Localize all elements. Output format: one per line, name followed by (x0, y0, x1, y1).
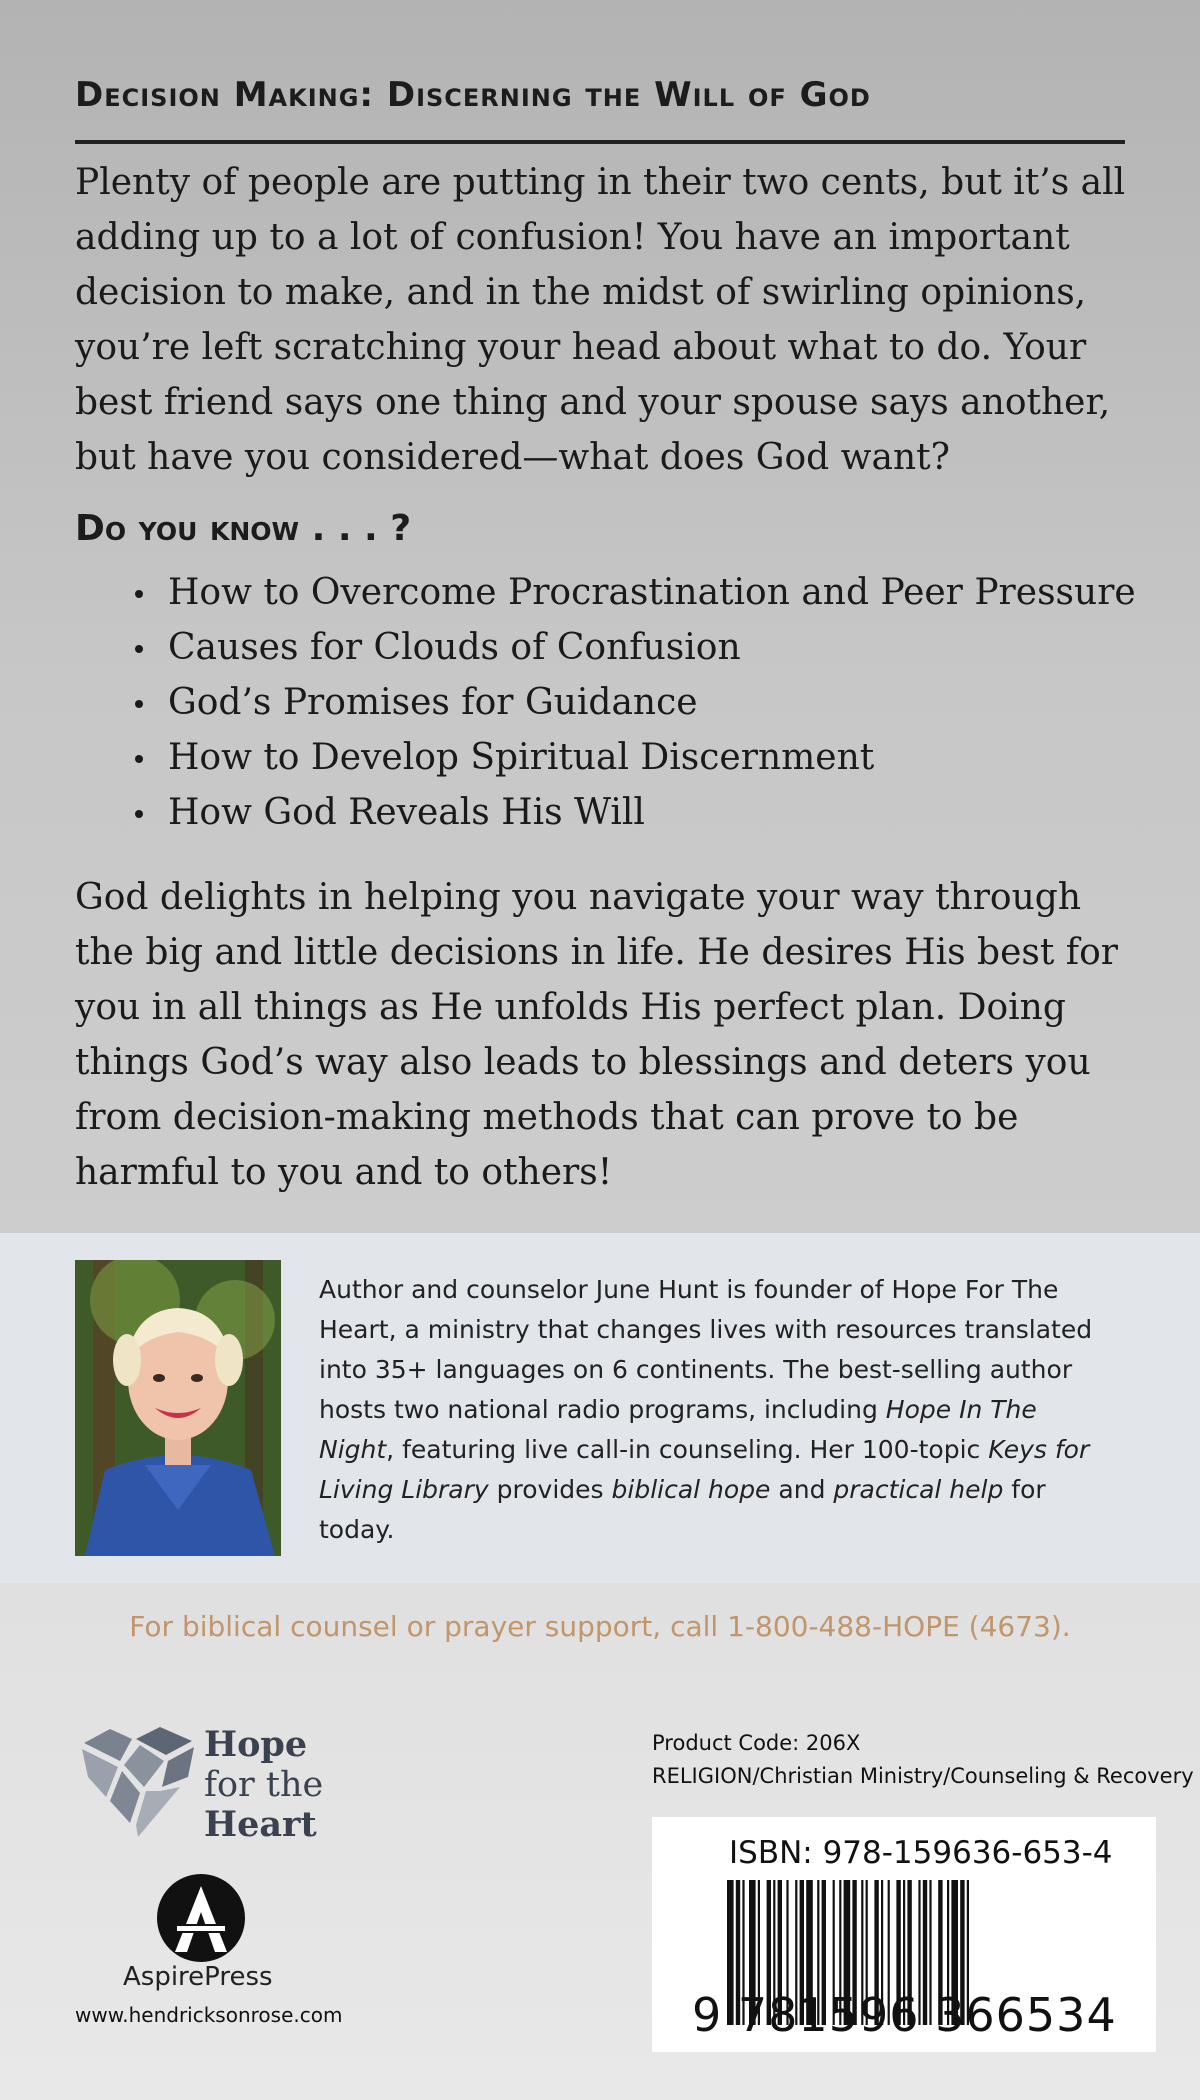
topic-label: How God Reveals His Will (168, 792, 645, 833)
bullet-icon (135, 810, 143, 818)
product-meta (652, 1727, 1194, 1793)
bio-emphasis: biblical hope (611, 1475, 771, 1504)
author-portrait-image (75, 1260, 281, 1556)
aspire-press-logo-icon (155, 1872, 247, 1964)
bullet-icon (135, 700, 143, 708)
product-category: RELIGION/Christian Ministry/Counseling & Recovery (652, 1764, 1194, 1788)
closing-paragraph: God delights in helping you navigate your way through the big and little decisions in life. He desires His best for you in all things as He unfolds His perfect plan. Doing things God’s way also leads to blessings and deters you from decision-making methods that can prove to be harmful to you and to others! (75, 877, 1118, 1193)
hope-for-the-heart-wordmark (204, 1725, 323, 1845)
topic-label: Causes for Clouds of Confusion (168, 627, 741, 668)
bio-title-radio: Hope In The Night (319, 1395, 1037, 1464)
topic-label: How to Develop Spiritual Discernment (168, 737, 875, 778)
hope-heart-logo-icon (80, 1725, 198, 1840)
bio-text: , featuring live call-in counseling. Her 100-topic (386, 1435, 989, 1464)
topics-list (90, 565, 1136, 840)
wordmark-line: Hope (204, 1724, 308, 1765)
list-item (90, 675, 1136, 730)
phone-callout: For biblical counsel or prayer support, call 1-800-488-HOPE (4673). (129, 1610, 1071, 1643)
title-divider (75, 140, 1125, 144)
wordmark-line: for the (204, 1765, 324, 1805)
topic-label: God’s Promises for Guidance (168, 682, 698, 723)
list-item (90, 785, 1136, 840)
bullet-icon (135, 590, 143, 598)
bio-text: Author and counselor June Hunt is founder of Hope For The Heart, a ministry that changes lives with resources translated into 35+ languages on 6 continents. The best-selling author hosts two national radio programs, including (319, 1275, 1093, 1424)
publisher-name: AspirePress (123, 1962, 273, 1992)
bio-text: and (770, 1475, 834, 1504)
author-photo (75, 1260, 281, 1556)
bio-text: for today. (319, 1475, 1046, 1544)
list-item (90, 730, 1136, 785)
topic-label: How to Overcome Procrastination and Peer Pressure (168, 572, 1136, 613)
list-item (90, 620, 1136, 675)
product-code: Product Code: 206X (652, 1731, 861, 1755)
intro-paragraph: Plenty of people are putting in their two cents, but it’s all adding up to a lot of confusion! You have an important decision to make, and in the midst of swirling opinions, you’re left scratching your head about what to do. Your best friend says one thing and your spouse says another, but have you considered—what does God want? (75, 162, 1126, 478)
bio-text: provides (488, 1475, 612, 1504)
bio-title-library: Keys for Living Library (319, 1435, 1090, 1504)
questions-heading: Do you know . . . ? (75, 508, 412, 549)
isbn-label: ISBN: 978-159636-653-4 (729, 1835, 1113, 1871)
bullet-icon (135, 755, 143, 763)
list-item (90, 565, 1136, 620)
wordmark-line: Heart (204, 1804, 317, 1845)
bullet-icon (135, 645, 143, 653)
publisher-website: www.hendricksonrose.com (75, 2003, 343, 2027)
page-title: Decision Making: Discerning the Will of God (75, 75, 871, 115)
bio-emphasis: practical help (833, 1475, 1004, 1504)
author-bio (319, 1270, 1119, 1550)
barcode-digits: 9 781596 366534 (692, 1988, 1117, 2042)
